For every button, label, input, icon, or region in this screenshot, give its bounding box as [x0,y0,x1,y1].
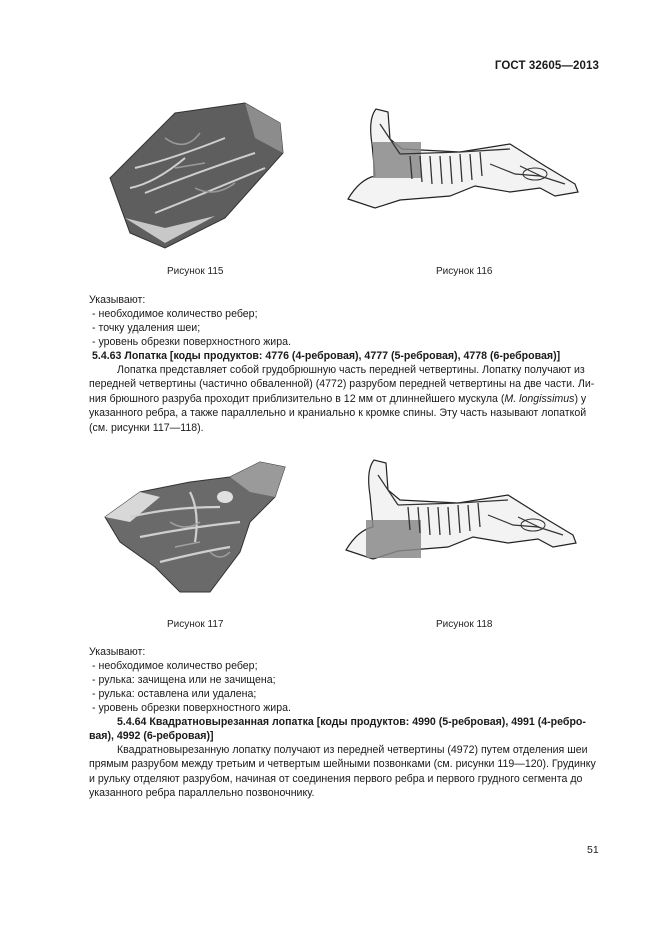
figure-115-caption: Рисунок 115 [167,266,224,277]
paragraph-line [89,392,598,406]
heading-line: вая), 4992 (6-ребровая)] [89,730,214,743]
list-item: - точку удаления шеи; [92,322,201,334]
paragraph-line: указанного ребра параллельно позвоночнику. [89,787,315,800]
list-item: - необходимое количество ребер; [92,660,258,672]
figure-116-caption: Рисунок 116 [436,266,493,277]
specify-label-1: Указывают: [89,294,146,306]
paragraph-line: и рульку отделяют разрубом, начиная от соединения первого ребра и первого грудного сегмента до [89,772,583,785]
list-item: - необходимое количество ребер; [92,308,258,320]
list-item: - уровень обрезки поверхностного жира. [92,702,291,714]
latin-term: M. longissimus [504,392,575,405]
section-heading-5-4-64 [89,715,598,744]
figure-117-caption: Рисунок 117 [167,619,224,630]
list-item: - уровень обрезки поверхностного жира. [92,336,291,348]
paragraph-line: Квадратновырезанную лопатку получают из передней четвертины (4972) путем отделения шеи [117,744,588,756]
paragraph-line: передней четвертины (частично обваленной) (4772) разрубом передней четвертины на две части. Ли- [89,378,595,391]
section-heading-5-4-63: 5.4.63 Лопатка [коды продуктов: 4776 (4-ребровая), 4777 (5-ребровая), 4778 (6-ребровая)] [92,350,561,362]
figure-116-image [340,104,585,216]
figure-118-image [338,455,583,567]
paragraph-5-4-64 [89,743,598,801]
specify-label-2: Указывают: [89,646,146,658]
paragraph-5-4-63 [89,363,598,435]
standard-header: ГОСТ 32605—2013 [494,60,599,72]
text-run: ) у [574,392,587,405]
paragraph-line: (см. рисунки 117—118). [89,421,204,434]
paragraph-line: Лопатка представляет собой грудобрюшную часть передней четвертины. Лопатку получают из [117,364,585,376]
figure-115-image [105,98,290,258]
list-item: - рулька: оставлена или удалена; [92,688,257,700]
paragraph-line: указанного ребра, а также параллельно и краниально к кромке спины. Эту часть называют лопаткой [89,407,587,420]
heading-line: 5.4.64 Квадратновырезанная лопатка [коды продуктов: 4990 (5-ребровая), 4991 (4-ребро- [117,716,586,728]
figure-117-image [100,452,290,602]
page-number: 51 [587,844,599,856]
paragraph-line: прямым разрубом между третьим и четвертым шейными позвонками (см. рисунки 119—120). Грудинку [89,758,596,771]
list-item: - рулька: зачищена или не зачищена; [92,674,276,686]
figure-118-caption: Рисунок 118 [436,619,493,630]
text-run: ния брюшного разруба проходит приблизительно в 12 мм от длиннейшего мускула ( [89,392,505,405]
